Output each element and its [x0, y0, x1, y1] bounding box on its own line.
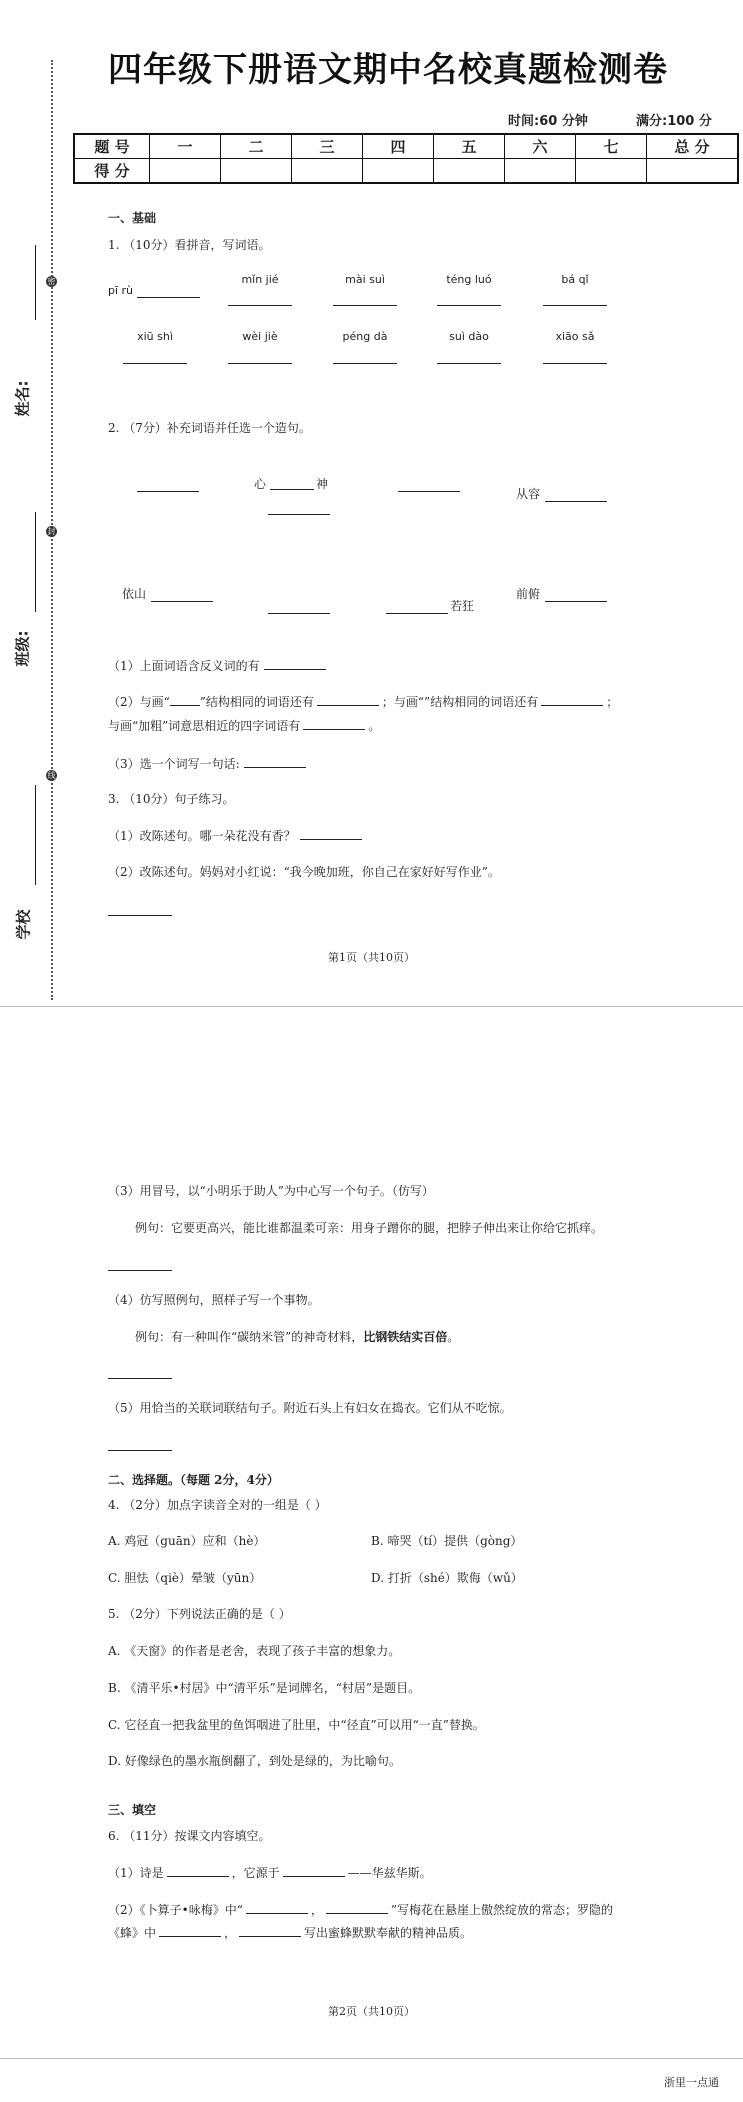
question-4: 4. （2分）加点字读音全对的一组是（ ） — [108, 1498, 327, 1512]
score-table-cell: 三 — [292, 134, 363, 159]
answer-blank[interactable] — [317, 693, 379, 706]
score-table-cell: 五 — [434, 134, 505, 159]
answer-blank[interactable] — [264, 657, 326, 670]
answer-blank[interactable] — [268, 613, 330, 614]
answer-blank[interactable] — [333, 305, 397, 306]
q6-item-1: （1）诗是 ，它源于 ——华兹华斯。 — [108, 1866, 432, 1880]
q6-item-2: （2）《卜算子•咏梅》中“ ， ”写梅花在悬崖上傲然绽放的常态；罗隐的 — [108, 1903, 614, 1917]
score-input-cell[interactable] — [292, 159, 363, 184]
class-write-line[interactable] — [35, 512, 36, 612]
pinyin-label: xiū shì — [137, 330, 173, 343]
seal-badge-feng: 封 — [47, 527, 56, 536]
q3-item-2: （2）改陈述句。妈妈对小红说：“我今晚加班，你自己在家好好写作业”。 — [108, 865, 500, 879]
answer-blank[interactable] — [437, 363, 501, 364]
answer-blank[interactable] — [170, 693, 200, 706]
answer-blank[interactable] — [137, 297, 200, 298]
answer-blank[interactable] — [303, 717, 365, 730]
answer-blank[interactable] — [333, 363, 397, 364]
score-table-score-row — [74, 159, 738, 184]
q4-option-d[interactable]: D. 打折（shé）欺侮（wǔ） — [371, 1571, 523, 1585]
q3-item-3: （3）用冒号，以“小明乐于助人”为中心写一个句子。（仿写） — [108, 1184, 434, 1198]
score-table-cell: 一 — [150, 134, 221, 159]
pinyin-label: mài suì — [345, 273, 385, 286]
answer-blank[interactable] — [386, 613, 448, 614]
score-table — [73, 133, 739, 184]
score-table-header-row — [74, 134, 738, 159]
word-congrong: 从容 — [516, 487, 541, 501]
score-table-cell: 得 分 — [74, 159, 150, 184]
q3-item-5: （5）用恰当的关联词联结句子。附近石头上有妇女在捣衣。它们从不吃惊。 — [108, 1401, 512, 1415]
pinyin-label: suì dào — [449, 330, 489, 343]
answer-blank[interactable] — [228, 305, 292, 306]
answer-blank[interactable] — [151, 601, 213, 602]
pinyin-label: bá qǐ — [561, 273, 589, 286]
word-xin: 心 — [254, 477, 267, 491]
sub-question-2-cont: 与画“加粗”词意思相近的四字词语有 。 — [108, 719, 381, 733]
q3-item-4-example: 例句：有一种叫作“碳纳米管”的神奇材料，比钢铁结实百倍。 — [135, 1330, 460, 1344]
pinyin-label: xiāo sǎ — [555, 330, 595, 343]
answer-blank[interactable] — [283, 1864, 345, 1877]
school-label: 学校 — [14, 909, 33, 940]
score-input-cell[interactable] — [221, 159, 292, 184]
score-table-cell: 总 分 — [647, 134, 739, 159]
sub-question-2: （2）与画“ ”结构相同的词语还有 ；与画“”结构相同的词语还有 ； — [108, 695, 619, 709]
answer-blank[interactable] — [398, 491, 460, 492]
answer-blank[interactable] — [239, 1924, 301, 1937]
score-input-cell[interactable] — [434, 159, 505, 184]
name-label: 姓名: — [13, 380, 32, 417]
answer-blank[interactable] — [268, 514, 330, 515]
answer-blank[interactable] — [543, 305, 607, 306]
word-shen: 神 — [316, 477, 329, 491]
word-qianfu: 前俯 — [516, 587, 541, 601]
q4-option-b[interactable]: B. 啼哭（tí）提供（gòng） — [371, 1534, 523, 1548]
score-table-cell: 题 号 — [74, 134, 150, 159]
answer-blank[interactable] — [541, 693, 603, 706]
answer-blank[interactable] — [300, 827, 362, 840]
answer-blank[interactable] — [244, 755, 306, 768]
section-heading: 一、基础 — [108, 211, 157, 225]
question-6: 6. （11分）按课文内容填空。 — [108, 1829, 271, 1843]
answer-blank[interactable] — [270, 489, 314, 490]
seal-badge-xian: 线 — [47, 771, 56, 780]
pinyin-label: mǐn jié — [241, 273, 279, 286]
score-input-cell[interactable] — [505, 159, 576, 184]
question-1: 1. （10分）看拼音，写词语。 — [108, 238, 271, 252]
score-input-cell[interactable] — [150, 159, 221, 184]
q3-item-4: （4）仿写照例句，照样子写一个事物。 — [108, 1293, 320, 1307]
pinyin-label: téng luó — [446, 273, 492, 286]
question-5: 5. （2分）下列说法正确的是（ ） — [108, 1607, 291, 1621]
answer-blank[interactable] — [123, 363, 187, 364]
answer-blank[interactable] — [108, 1378, 172, 1379]
page-title: 四年级下册语文期中名校真题检测卷 — [108, 50, 668, 90]
watermark: 浙里一点通 — [664, 2076, 719, 2089]
exam-time: 时间:60 分钟 — [508, 114, 588, 129]
answer-blank[interactable] — [545, 501, 607, 502]
answer-blank[interactable] — [137, 491, 199, 492]
question-2: 2. （7分）补充词语并任选一个造句。 — [108, 421, 311, 435]
score-input-cell[interactable] — [363, 159, 434, 184]
question-3: 3. （10分）句子练习。 — [108, 792, 235, 806]
section-heading: 二、选择题。（每题 2分，4分） — [108, 1473, 279, 1487]
q5-option-b[interactable]: B. 《清平乐•村居》中“清平乐”是词牌名，“村居”是题目。 — [108, 1681, 421, 1695]
class-label: 班级: — [13, 630, 32, 667]
seal-badge-mi: 密 — [47, 277, 56, 286]
sub-question-3: （3）选一个词写一句话: — [108, 755, 306, 772]
page-number: 第1页（共10页） — [328, 951, 415, 964]
q3-item-1: （1）改陈述句。哪一朵花没有香？ — [108, 827, 362, 844]
word-yishan: 依山 — [122, 587, 147, 601]
q5-option-d[interactable]: D. 好像绿色的墨水瓶倒翻了，到处是绿的，为比喻句。 — [108, 1754, 401, 1768]
q6-item-2-cont: 《蜂》中 ， 写出蜜蜂默默奉献的精神品质。 — [108, 1926, 473, 1940]
answer-blank[interactable] — [246, 1901, 308, 1914]
answer-blank[interactable] — [437, 305, 501, 306]
name-write-line[interactable] — [35, 245, 36, 320]
sub-question-1: （1）上面词语含反义词的有 — [108, 657, 326, 674]
answer-blank[interactable] — [108, 1450, 172, 1451]
answer-blank[interactable] — [543, 363, 607, 364]
section-heading: 三、填空 — [108, 1803, 157, 1817]
q3-item-3-example: 例句：它要更高兴，能比谁都温柔可亲：用身子蹭你的腿，把脖子伸出来让你给它抓痒。 — [135, 1221, 604, 1235]
school-write-line[interactable] — [35, 785, 36, 885]
q4-option-a[interactable]: A. 鸡冠（guān）应和（hè） — [108, 1534, 266, 1548]
score-input-cell[interactable] — [647, 159, 739, 184]
score-table-cell: 七 — [576, 134, 647, 159]
answer-blank[interactable] — [545, 601, 607, 602]
q5-option-c[interactable]: C. 它径直一把我盆里的鱼饵咽进了肚里，中“径直”可以用“一直”替换。 — [108, 1718, 485, 1732]
score-table-cell: 四 — [363, 134, 434, 159]
q4-option-c[interactable]: C. 胆怯（qiè）晕皱（yūn） — [108, 1571, 262, 1585]
page-separator — [0, 1006, 743, 1007]
score-table-cell: 六 — [505, 134, 576, 159]
page-number: 第2页（共10页） — [328, 2005, 415, 2018]
page-separator — [0, 2058, 743, 2059]
pinyin-label: péng dà — [342, 330, 388, 343]
answer-blank[interactable] — [326, 1901, 388, 1914]
pinyin-label: pī rù — [108, 284, 134, 297]
answer-blank[interactable] — [108, 915, 172, 916]
pinyin-label: wèi jiè — [242, 330, 278, 343]
word-ruokuang: 若狂 — [450, 599, 475, 613]
q5-option-a[interactable]: A. 《天窗》的作者是老舍，表现了孩子丰富的想象力。 — [108, 1644, 401, 1658]
answer-blank[interactable] — [159, 1924, 221, 1937]
score-input-cell[interactable] — [576, 159, 647, 184]
answer-blank[interactable] — [228, 363, 292, 364]
score-table-cell: 二 — [221, 134, 292, 159]
answer-blank[interactable] — [167, 1864, 229, 1877]
exam-full-score: 满分:100 分 — [636, 114, 712, 129]
answer-blank[interactable] — [108, 1270, 172, 1271]
